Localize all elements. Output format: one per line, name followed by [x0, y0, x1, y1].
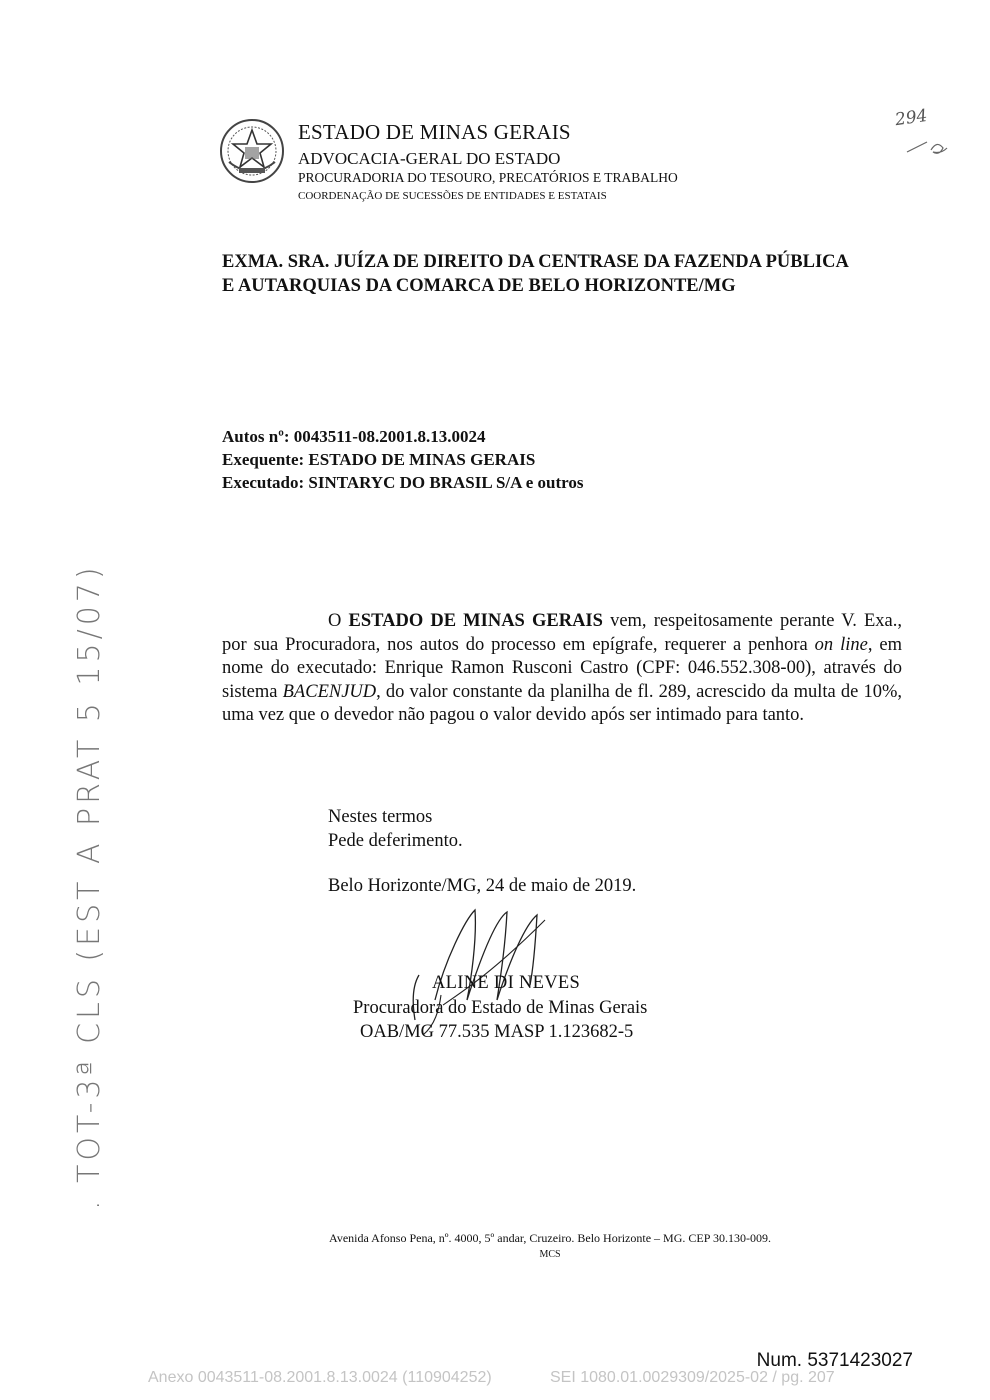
handwritten-page-number: 294	[893, 105, 929, 131]
footer-address: Avenida Afonso Pena, nº. 4000, 5º andar, Cruzeiro. Belo Horizonte – MG. CEP 30.130-009.	[329, 1231, 771, 1245]
closing-line-1: Nestes termos	[328, 807, 433, 827]
case-autos-row	[222, 425, 584, 448]
protocol-side-stamp: . TOT-3ª CLS (EST A PRAT 5 15/07)	[72, 563, 107, 1210]
case-exequente-row	[222, 448, 584, 471]
closing-block	[328, 806, 463, 853]
sei-watermark: SEI 1080.01.0029309/2025-02 / pg. 207	[550, 1369, 835, 1386]
footer-code: MCS	[539, 1249, 561, 1260]
signer-name: ALINE DI NEVES	[432, 973, 581, 993]
annex-watermark: Anexo 0043511-08.2001.8.13.0024 (110904252)	[148, 1369, 492, 1386]
body-text-c: , em nome do executado: Enrique Ramon Rusconi Castro (CPF: 046.552.308-00), através do sistema	[222, 634, 902, 702]
signer-role: Procuradora do Estado de Minas Gerais	[353, 998, 648, 1018]
executado-label: Executado:	[222, 473, 305, 492]
addressee-block	[222, 250, 912, 298]
executado-value: SINTARYC DO BRASIL S/A e outros	[308, 473, 584, 492]
handwritten-signature	[405, 900, 575, 1040]
signer-oab-masp: OAB/MG 77.535 MASP 1.123682-5	[360, 1022, 634, 1042]
body-italic-online: on line	[814, 634, 868, 655]
handwritten-initial-mark	[905, 130, 965, 160]
autos-label: Autos nº:	[222, 427, 290, 446]
document-number: Num. 5371423027	[756, 1350, 913, 1371]
body-bold-state: ESTADO DE MINAS GERAIS	[348, 611, 603, 631]
case-executado-row	[222, 471, 584, 494]
body-text-a: O	[328, 611, 349, 631]
addressee-line-2: E AUTARQUIAS DA COMARCA DE BELO HORIZONTE/MG	[222, 276, 736, 296]
body-italic-bacenjud: BACENJUD	[282, 681, 377, 702]
autos-value: 0043511-08.2001.8.13.0024	[293, 427, 486, 446]
state-coat-of-arms-seal	[219, 118, 285, 184]
exequente-value: ESTADO DE MINAS GERAIS	[308, 450, 536, 469]
place-and-date: Belo Horizonte/MG, 24 de maio de 2019.	[328, 876, 637, 896]
body-text-d: , do valor constante da planilha de fl. 289, acrescido da multa de 10%, uma vez que o devedor não pagou o valor devido após ser intimado para tanto.	[222, 681, 902, 725]
case-info	[222, 425, 584, 494]
petition-body-paragraph	[222, 610, 902, 728]
addressee-line-1: EXMA. SRA. JUÍZA DE DIREITO DA CENTRASE DA FAZENDA PÚBLICA	[222, 252, 849, 272]
header-agency: ADVOCACIA-GERAL DO ESTADO	[298, 149, 561, 168]
header-state-name: ESTADO DE MINAS GERAIS	[298, 120, 571, 144]
header-department: PROCURADORIA DO TESOURO, PRECATÓRIOS E TRABALHO	[298, 170, 678, 185]
body-text-b: vem, respeitosamente perante V. Exa., por sua Procuradora, nos autos do processo em epígrafe, requerer a penhora	[222, 611, 902, 655]
closing-line-2: Pede deferimento.	[328, 830, 463, 851]
header-coordination: COORDENAÇÃO DE SUCESSÕES DE ENTIDADES E ESTATAIS	[298, 190, 607, 202]
exequente-label: Exequente:	[222, 450, 305, 469]
